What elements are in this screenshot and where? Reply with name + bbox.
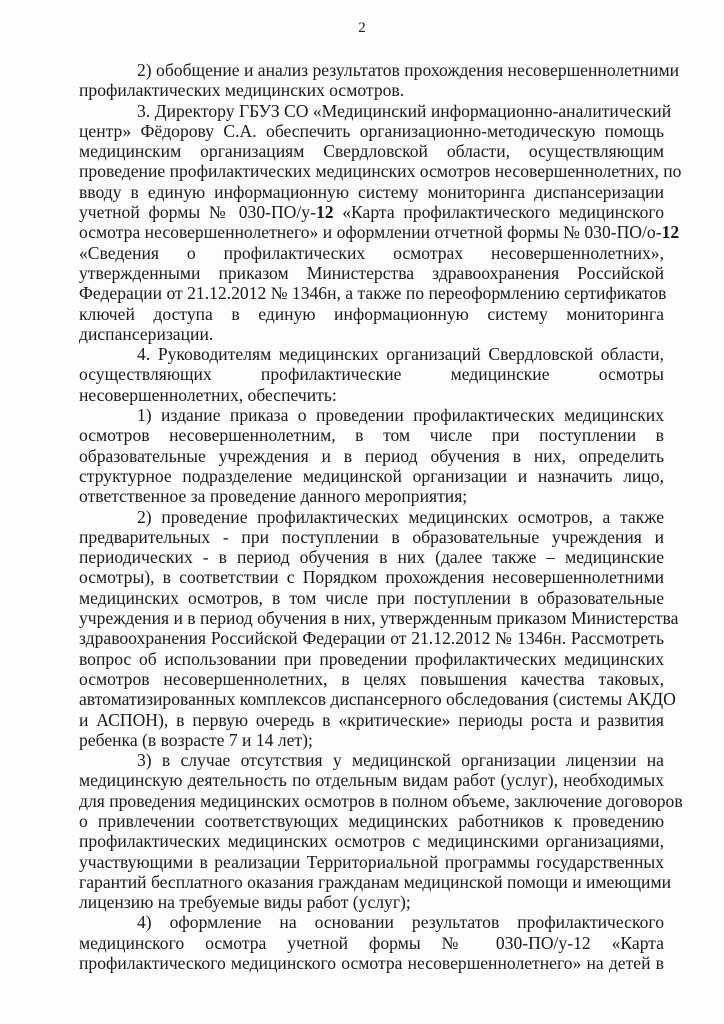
text-run: осуществляющих профилактические медицинские осмотры xyxy=(79,364,664,385)
text-line xyxy=(79,507,664,527)
text-line xyxy=(79,425,664,445)
text-run: утвержденными приказом Министерства здравоохранения Российской xyxy=(79,262,664,283)
text-line xyxy=(79,790,683,811)
text-run: профилактических медицинских осмотров с медицинскими организациями, xyxy=(79,831,664,852)
text-line xyxy=(79,831,664,851)
text-run: медицинских осмотров, в том числе при поступлении в образовательные xyxy=(79,587,664,608)
text-run: Федерации от 21.12.2012 № 1346н, а также по переоформлению сертификатов xyxy=(79,283,667,304)
text-run: ребенка (в возрасте 7 и 14 лет); xyxy=(79,729,313,750)
text-run: осмотра несовершеннолетнего» и оформлении отчетной формы № 030-ПО/о- xyxy=(79,222,662,243)
text-line xyxy=(79,588,664,608)
text-line xyxy=(79,202,664,222)
text-run: осмотры), в соответствии с Порядком прохождения несовершеннолетними xyxy=(79,567,664,588)
text-line xyxy=(79,263,664,283)
text-line xyxy=(79,892,664,912)
text-line xyxy=(79,689,676,710)
document-body xyxy=(79,60,683,974)
text-line xyxy=(79,933,664,953)
text-run: автоматизированных комплексов диспансерного обследования (системы АКДО xyxy=(79,689,676,710)
text-run: 2) проведение профилактических медицинских осмотров, а также xyxy=(137,506,664,527)
text-run: центр» Фёдорову С.А. обеспечить организационно-методическую помощь xyxy=(79,120,664,141)
text-line xyxy=(79,243,664,263)
text-run: структурное подразделение медицинской организации и назначить лицо, xyxy=(79,465,664,486)
text-run: и АСПОН), в первую очередь в «критические» периоды роста и развития xyxy=(79,709,664,730)
text-run: 2) обобщение и анализ результатов прохождения несовершеннолетними xyxy=(137,60,680,80)
bold-text-run: 12 xyxy=(661,222,680,243)
text-run: лицензию на требуемые виды работ (услуг); xyxy=(79,892,411,913)
text-line xyxy=(79,730,664,750)
text-line xyxy=(79,304,664,324)
text-line xyxy=(79,385,664,405)
text-line xyxy=(79,750,664,770)
text-line xyxy=(79,80,664,100)
text-line xyxy=(79,344,664,364)
text-run: участвующими в реализации Территориальной программы государственных xyxy=(79,851,664,872)
text-line xyxy=(79,567,664,587)
text-line xyxy=(79,324,664,344)
text-line xyxy=(79,871,672,892)
text-run: ответственное за проведение данного мероприятия; xyxy=(79,486,468,507)
text-run: вводу в единую информационную систему мониторинга диспансеризации xyxy=(79,181,664,202)
text-line xyxy=(79,547,664,567)
text-line xyxy=(79,608,679,629)
text-run: ключей доступа в единую информационную систему мониторинга xyxy=(79,303,664,324)
text-run: проведение профилактических медицинских осмотров несовершеннолетних, по xyxy=(79,161,682,182)
text-run: медицинского осмотра учетной формы № 030-ПО/у-12 «Карта xyxy=(79,932,664,953)
page-number: 2 xyxy=(358,20,366,36)
text-run: «Сведения о профилактических осмотрах несовершеннолетних», xyxy=(79,242,664,263)
text-line xyxy=(79,446,664,466)
text-line xyxy=(79,669,664,689)
text-run: медицинскую деятельность по отдельным видам работ (услуг), необходимых xyxy=(79,770,664,791)
text-line xyxy=(79,770,664,790)
text-run: здравоохранения Российской Федерации от 21.12.2012 № 1346н. Рассмотреть xyxy=(79,628,664,649)
text-line xyxy=(79,811,664,831)
text-line xyxy=(79,527,664,547)
text-run: о привлечении соответствующих медицинских работников к проведению xyxy=(79,810,664,831)
text-line xyxy=(79,649,664,669)
text-line xyxy=(79,364,664,384)
text-line xyxy=(79,710,664,730)
text-line xyxy=(79,466,664,486)
text-line xyxy=(79,486,664,506)
text-run: несовершеннолетних, обеспечить: xyxy=(79,384,337,405)
text-line xyxy=(79,141,664,161)
text-run: профилактического медицинского осмотра несовершеннолетнего» на детей в xyxy=(79,953,664,974)
text-run: осмотров несовершеннолетним, в том числе при поступлении в xyxy=(79,425,664,446)
text-run: вопрос об использовании при проведении профилактических медицинских xyxy=(79,648,664,669)
text-run: учетной формы № 030-ПО/у- xyxy=(79,202,316,223)
text-run: образовательные учреждения и в период обучения в них, определить xyxy=(79,445,664,466)
text-run: диспансеризации. xyxy=(79,323,214,344)
text-run: учреждения и в период обучения в них, утвержденным приказом Министерства xyxy=(79,608,679,629)
text-line xyxy=(79,628,664,648)
text-line xyxy=(79,60,680,80)
text-run: периодических - в период обучения в них (далее также – медицинские xyxy=(79,547,664,568)
text-line xyxy=(79,121,664,141)
text-line xyxy=(79,852,664,872)
text-line xyxy=(79,953,664,973)
text-run: 4) оформление на основании результатов профилактического xyxy=(137,912,664,933)
bold-text-run: 12 xyxy=(315,202,334,223)
text-line xyxy=(79,912,664,932)
text-line xyxy=(79,182,664,202)
text-run: для проведения медицинских осмотров в полном объеме, заключение договоров xyxy=(79,790,683,811)
text-run: гарантий бесплатного оказания гражданам медицинской помощи и имеющими xyxy=(79,871,672,892)
text-run: 1) издание приказа о проведении профилактических медицинских xyxy=(137,405,664,426)
text-run: предварительных - при поступлении в образовательные учреждения и xyxy=(79,526,664,547)
text-run: 3) в случае отсутствия у медицинской организации лицензии на xyxy=(137,750,664,771)
text-run: 3. Директору ГБУЗ СО «Медицинский информационно-аналитический xyxy=(137,100,672,121)
text-line xyxy=(79,222,680,243)
text-line xyxy=(79,161,682,182)
text-run: «Карта профилактического медицинского xyxy=(333,202,664,223)
text-line xyxy=(79,283,667,304)
text-run: медицинским организациям Свердловской области, осуществляющим xyxy=(79,141,664,162)
text-run: осмотров несовершеннолетних, в целях повышения качества таковых, xyxy=(79,668,664,689)
text-line xyxy=(79,405,664,425)
text-run: профилактических медицинских осмотров. xyxy=(79,80,405,101)
text-line xyxy=(79,100,672,121)
text-run: 4. Руководителям медицинских организаций Свердловской области, xyxy=(137,344,664,365)
